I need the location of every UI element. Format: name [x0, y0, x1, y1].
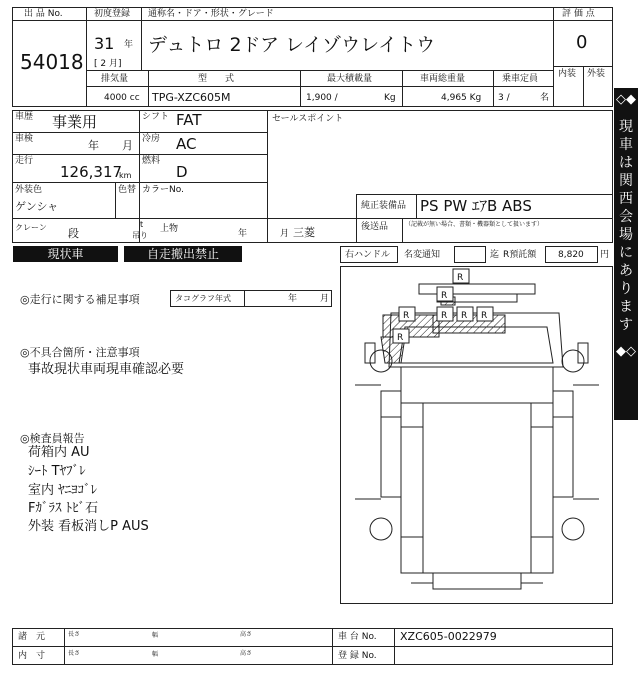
- exterior-label: 外装: [587, 69, 606, 79]
- self-drive-prohibited-badge: 自走搬出禁止: [124, 246, 242, 262]
- color-change-label: 色替: [118, 185, 137, 195]
- lot-number: 54018: [20, 50, 84, 74]
- yen-unit: 円: [600, 250, 610, 260]
- banner-top-deco: ◇◆: [616, 92, 636, 107]
- inner-width-label: 幅: [152, 651, 159, 658]
- gross-weight-label: 車両総重量: [420, 74, 466, 84]
- name-change-label: 名変通知: [404, 250, 441, 260]
- defects-text: 事故現状車両現車確認必要: [28, 362, 185, 377]
- inner-height-label: 高さ: [240, 650, 253, 657]
- inspector-line-4: Fｶﾞﾗｽ ﾄﾋﾞ石: [28, 501, 99, 516]
- r-fee-label: R預託額: [503, 250, 537, 260]
- interior-label: 内装: [558, 69, 577, 79]
- inspector-line-3: 室内 ﾔﾆﾖｺﾞﾚ: [28, 483, 98, 498]
- inspector-line-1: 荷箱内 AU: [28, 445, 90, 460]
- inspection-label: 車検: [15, 134, 34, 144]
- reg-month: [ 2 月]: [94, 59, 122, 69]
- accessories-note: （記載が無い場合、書類・機器類として扱います）: [405, 221, 544, 228]
- chassis-label: 車 台 No.: [338, 632, 377, 642]
- inspection-month-unit: 月: [122, 139, 133, 152]
- current-car-badge: 現状車: [13, 246, 118, 262]
- ac-label: 冷房: [142, 134, 161, 144]
- max-load-value: 1,900 /: [306, 93, 338, 103]
- displacement-label: 排気量: [101, 74, 129, 84]
- name-change-box: [454, 246, 486, 263]
- dims-label: 諸 元: [18, 632, 46, 642]
- history-label: 車歴: [15, 112, 34, 122]
- shift-label: シフト: [142, 112, 170, 122]
- vehicle-name: デュトロ 2ドア レイゾウレイトウ: [148, 34, 436, 56]
- mileage-label: 走行: [15, 156, 34, 166]
- score-label: 評 価 点: [562, 9, 595, 19]
- model-label: 型 式: [198, 74, 235, 84]
- max-load-unit: Kg: [384, 93, 396, 103]
- score-value: 0: [576, 32, 588, 53]
- tacho-year-unit: 年: [288, 294, 298, 304]
- driving-notes-title: ◎走行に関する補足事項: [20, 293, 140, 306]
- inspector-line-2: ｼｰﾄ Tﾔﾌﾞﾚ: [28, 464, 86, 479]
- truck-outline-diagram: [341, 267, 612, 603]
- model-value: TPG-XZC605M: [152, 91, 231, 104]
- mileage-value: 126,317: [60, 163, 123, 181]
- crane-stage-unit: 段: [68, 227, 79, 240]
- gross-weight-value: 4,965 Kg: [441, 93, 482, 103]
- displacement-value: 4000 cc: [104, 93, 140, 103]
- length-label: 長さ: [68, 631, 81, 638]
- lot-no-label: 出 品 No.: [24, 9, 63, 19]
- equipment-label: 純正装備品: [361, 201, 407, 211]
- first-reg-label: 初度登録: [94, 9, 131, 19]
- history-value: 事業用: [52, 113, 98, 131]
- repair-mark: R: [457, 273, 464, 283]
- body-month-unit: 月: [280, 229, 290, 239]
- body-maker-label: 上物: [160, 224, 179, 234]
- registration-label: 登 録 No.: [338, 651, 377, 661]
- selling-point-label: セールスポイント: [272, 114, 344, 124]
- repair-mark: R: [441, 291, 448, 301]
- repair-mark: R: [403, 311, 410, 321]
- banner-text: 現車は関西会場にあります: [619, 119, 633, 333]
- crane-ton-unit: t: [140, 220, 144, 229]
- vehicle-name-label: 通称名・ドア・形状・グレード: [148, 9, 274, 19]
- body-maker-value: 三菱: [293, 226, 315, 239]
- max-load-label: 最大積載量: [327, 74, 373, 84]
- height-label: 高さ: [240, 631, 253, 638]
- color-no-label: カラーNo.: [142, 185, 184, 195]
- r-fee-value: 8,820: [558, 250, 584, 260]
- accessories-label: 後送品: [361, 222, 389, 232]
- deadline-label: 迄: [490, 250, 500, 260]
- fuel-label: 燃料: [142, 156, 161, 166]
- shift-value: FAT: [176, 111, 202, 129]
- crane-hook-label: 吊り: [132, 231, 148, 240]
- reg-year-unit: 年: [124, 40, 134, 50]
- repair-mark: R: [397, 333, 404, 343]
- mileage-unit: km: [119, 171, 132, 180]
- exterior-color-label: 外装色: [15, 185, 43, 195]
- repair-mark: R: [461, 311, 468, 321]
- damage-diagram: [340, 266, 613, 604]
- inner-length-label: 長さ: [68, 650, 81, 657]
- tacho-month-unit: 月: [320, 294, 330, 304]
- body-year-unit: 年: [238, 229, 248, 239]
- banner-bottom-deco: ◆◇: [616, 344, 636, 359]
- inspector-title: ◎検査員報告: [20, 432, 85, 445]
- repair-mark: R: [441, 311, 448, 321]
- fuel-value: D: [176, 163, 188, 181]
- capacity-unit: 名: [540, 93, 550, 103]
- right-hand-label: 右ハンドル: [345, 250, 391, 260]
- capacity-value: 3 /: [498, 93, 510, 103]
- inspector-line-5: 外装 看板消しP AUS: [28, 519, 149, 534]
- tacho-label: タコグラフ年式: [175, 294, 231, 303]
- width-label: 幅: [152, 632, 159, 639]
- defects-title: ◎不具合箇所・注意事項: [20, 346, 140, 359]
- chassis-value: XZC605-0022979: [400, 630, 497, 643]
- reg-year: 31: [94, 34, 115, 53]
- inspection-year-unit: 年: [88, 139, 99, 152]
- ac-value: AC: [176, 135, 197, 153]
- capacity-label: 乗車定員: [502, 74, 539, 84]
- exterior-color-value: ゲンシャ: [15, 200, 59, 213]
- inner-dims-label: 内 寸: [18, 651, 46, 661]
- location-banner: [614, 88, 638, 420]
- equipment-value: PS PW ｴｱB ABS: [420, 197, 532, 215]
- repair-mark: R: [481, 311, 488, 321]
- crane-label: クレーン: [15, 223, 47, 232]
